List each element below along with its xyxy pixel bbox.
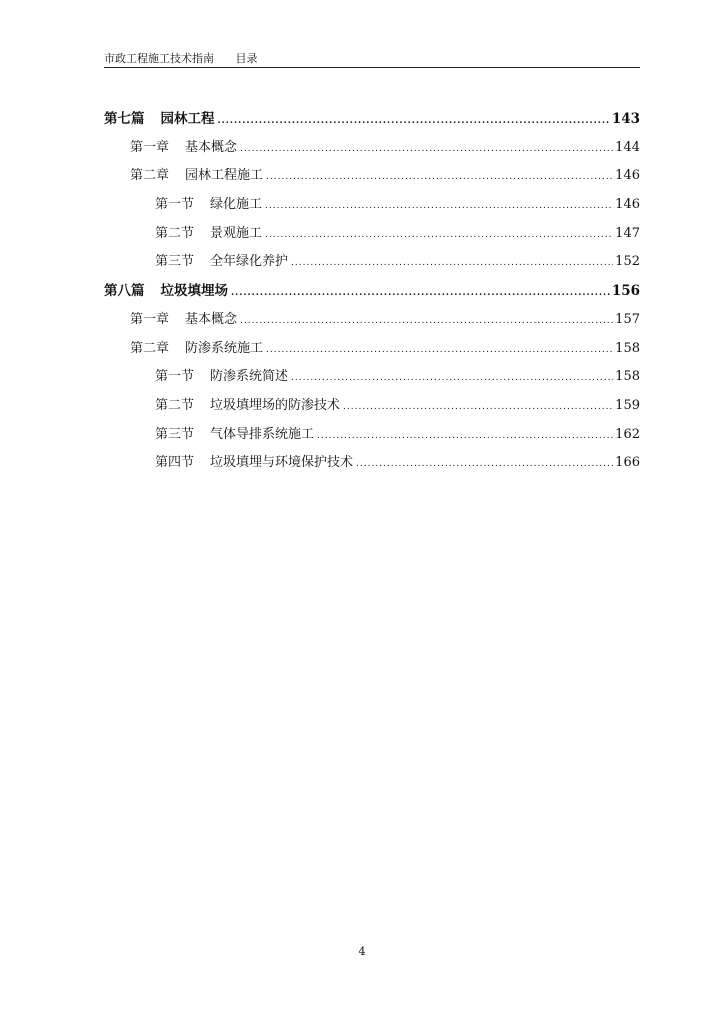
toc-entry-title: 全年绿化养护	[210, 254, 289, 270]
header-title: 市政工程施工技术指南	[104, 52, 214, 65]
toc-entry-page: 143	[611, 111, 640, 127]
header-rule	[104, 67, 640, 68]
toc-dot-leader	[317, 431, 613, 441]
toc-entry-title: 基本概念	[185, 311, 238, 327]
toc-entry-title: 垃圾填埋与环境保护技术	[210, 455, 354, 471]
toc-entry-title: 气体导排系统施工	[210, 426, 315, 442]
toc-entry-number: 第一章	[130, 139, 170, 155]
toc-dot-leader	[266, 172, 613, 182]
toc-entry-part-7[interactable]	[104, 107, 640, 136]
toc-dot-leader	[291, 258, 613, 268]
toc-entry-title: 防渗系统施工	[185, 340, 264, 356]
toc-entry-title: 垃圾填埋场	[160, 283, 228, 300]
toc-entry-page: 157	[615, 311, 640, 327]
toc-entry-number: 第一节	[155, 197, 195, 213]
toc-entry-section[interactable]	[104, 365, 640, 394]
toc-entry-section[interactable]	[104, 394, 640, 423]
toc-entry-title: 园林工程	[160, 111, 215, 127]
toc-entry-page: 158	[615, 369, 640, 385]
toc-entry-number: 第二章	[130, 340, 170, 356]
toc-entry-page: 166	[615, 455, 640, 471]
table-of-contents	[104, 107, 640, 480]
toc-entry-number: 第四节	[155, 455, 195, 471]
toc-entry-chapter[interactable]	[104, 337, 640, 366]
header-section: 目录	[235, 52, 258, 65]
toc-dot-leader	[291, 373, 613, 383]
toc-entry-number: 第七篇	[104, 111, 145, 127]
toc-entry-title: 基本概念	[185, 139, 238, 155]
toc-entry-chapter[interactable]	[104, 136, 640, 165]
toc-entry-section[interactable]	[104, 250, 640, 279]
toc-entry-section[interactable]	[104, 222, 640, 251]
toc-entry-number: 第八篇	[104, 283, 145, 300]
toc-entry-section[interactable]	[104, 423, 640, 452]
toc-dot-leader	[266, 345, 613, 355]
toc-entry-page: 162	[615, 426, 640, 442]
page-number: 4	[358, 945, 366, 958]
toc-dot-leader	[218, 116, 610, 126]
toc-entry-page: 146	[615, 168, 640, 184]
toc-entry-title: 垃圾填埋场的防渗技术	[210, 397, 341, 413]
toc-entry-part-8[interactable]	[104, 279, 640, 308]
toc-entry-number: 第一节	[155, 369, 195, 385]
toc-dot-leader	[343, 402, 613, 412]
toc-entry-number: 第二节	[155, 225, 195, 241]
toc-entry-title: 园林工程施工	[185, 168, 264, 184]
toc-entry-page: 147	[615, 225, 640, 241]
toc-entry-number: 第二节	[155, 397, 195, 413]
toc-entry-page: 152	[615, 254, 640, 270]
toc-entry-page: 156	[611, 283, 640, 300]
toc-dot-leader	[265, 201, 613, 211]
toc-dot-leader	[356, 459, 613, 469]
toc-dot-leader	[265, 230, 613, 240]
toc-entry-chapter[interactable]	[104, 164, 640, 193]
toc-entry-number: 第三节	[155, 254, 195, 270]
toc-entry-page: 146	[615, 197, 640, 213]
toc-dot-leader	[231, 288, 610, 298]
toc-entry-chapter[interactable]	[104, 308, 640, 337]
toc-entry-title: 防渗系统简述	[210, 369, 289, 385]
toc-entry-number: 第二章	[130, 168, 170, 184]
toc-entry-page: 144	[615, 139, 640, 155]
toc-entry-section[interactable]	[104, 451, 640, 480]
page-header	[104, 50, 640, 68]
toc-entry-section[interactable]	[104, 193, 640, 222]
toc-entry-number: 第一章	[130, 311, 170, 327]
toc-entry-page: 158	[615, 340, 640, 356]
toc-entry-page: 159	[615, 397, 640, 413]
toc-dot-leader	[240, 144, 613, 154]
toc-dot-leader	[240, 316, 613, 326]
toc-entry-title: 景观施工	[210, 225, 263, 241]
toc-entry-title: 绿化施工	[210, 197, 263, 213]
toc-entry-number: 第三节	[155, 426, 195, 442]
